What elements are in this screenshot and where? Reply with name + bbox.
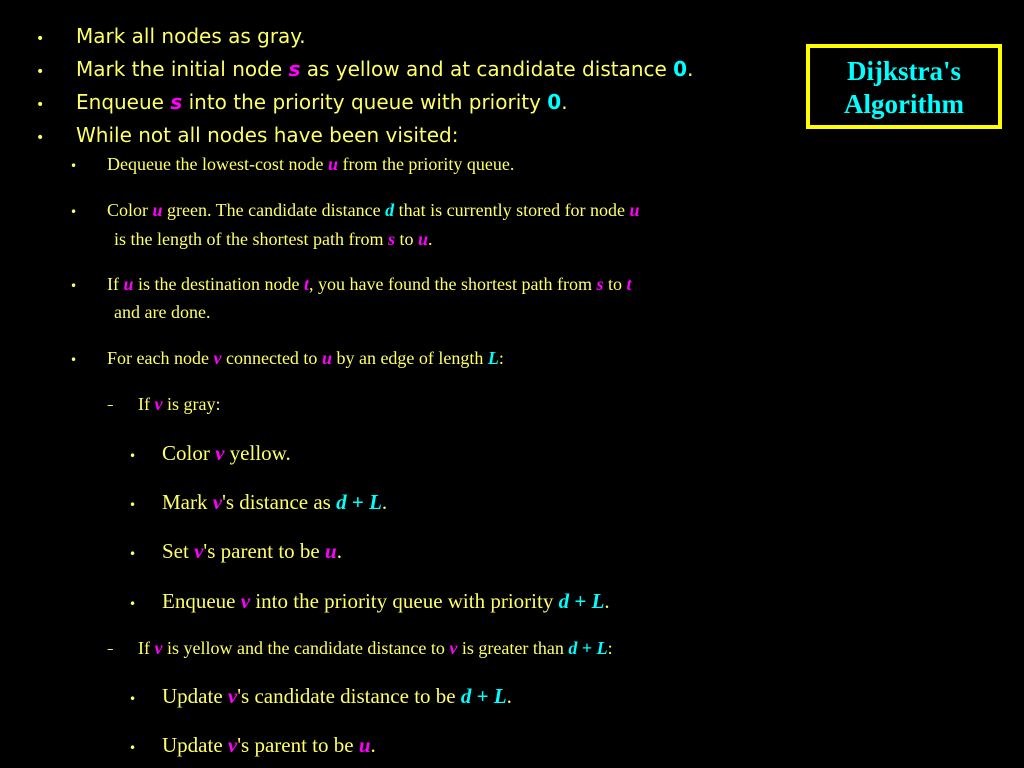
text-run: to xyxy=(603,274,627,294)
text-run: . xyxy=(428,229,433,249)
text-run: s xyxy=(170,90,183,114)
text-run: is yellow and the candidate distance to xyxy=(162,638,450,658)
bullet-icon: • xyxy=(36,130,45,146)
dash-icon: – xyxy=(107,642,114,657)
text-run: For each node xyxy=(107,348,214,368)
text-run: v xyxy=(212,490,223,514)
text-run: is gray: xyxy=(162,394,221,414)
text-run: Enqueue xyxy=(76,90,171,114)
text-run: u xyxy=(358,733,371,757)
text-run: v xyxy=(154,394,163,414)
text-run: green. The candidate distance xyxy=(162,200,386,220)
step-1 xyxy=(76,24,306,48)
dash-icon: – xyxy=(107,398,114,413)
text-run: Color xyxy=(162,441,216,465)
text-run: s xyxy=(387,229,395,249)
text-run: : xyxy=(498,348,504,368)
text-run: to xyxy=(394,229,418,249)
text-run: . xyxy=(381,490,388,514)
text-run: s xyxy=(288,57,301,81)
text-run: u xyxy=(629,200,640,220)
text-run: u xyxy=(152,200,163,220)
bullet-icon: • xyxy=(129,449,137,463)
text-run: u xyxy=(417,229,428,249)
text-run: is the destination node xyxy=(133,274,304,294)
text-run: While not all nodes have been visited: xyxy=(76,123,459,147)
text-run: is greater than xyxy=(457,638,569,658)
action-enqueue xyxy=(162,589,610,614)
text-run: L xyxy=(493,684,507,708)
text-run: v xyxy=(449,638,458,658)
text-run: u xyxy=(123,274,134,294)
substep-dequeue xyxy=(107,154,514,175)
bullet-icon: • xyxy=(129,741,137,755)
title-line-2: Algorithm xyxy=(844,89,964,119)
text-run: L xyxy=(487,348,499,368)
text-run: + xyxy=(577,638,597,658)
slide-title xyxy=(806,44,1002,129)
action-set-parent xyxy=(162,539,342,564)
text-run: t xyxy=(626,274,632,294)
text-run: v xyxy=(215,441,225,465)
substep-destination xyxy=(107,274,632,295)
text-run: t xyxy=(304,274,310,294)
text-run: by an edge of length xyxy=(331,348,488,368)
bullet-icon: • xyxy=(70,205,78,219)
text-run: . xyxy=(604,589,610,613)
text-run: + xyxy=(569,589,592,613)
action-update-distance xyxy=(162,684,512,709)
substep-color-green xyxy=(107,200,640,221)
text-run: from the priority queue. xyxy=(337,154,515,174)
text-run: If xyxy=(107,274,124,294)
case-gray xyxy=(138,394,221,415)
text-run: yellow. xyxy=(224,441,291,465)
text-run: d xyxy=(568,638,578,658)
substep-destination-cont xyxy=(114,302,210,323)
text-run: v xyxy=(227,733,238,757)
text-run: d xyxy=(558,589,570,613)
text-run: . xyxy=(336,539,342,563)
text-run: u xyxy=(325,539,337,563)
bullet-icon: • xyxy=(129,498,137,512)
bullet-icon: • xyxy=(129,547,137,561)
text-run: Update xyxy=(162,684,228,708)
text-run: 0 xyxy=(547,90,562,114)
text-run: . xyxy=(506,684,512,708)
step-4 xyxy=(76,123,458,147)
text-run: 's parent to be xyxy=(203,539,326,563)
text-run: as yellow and at candidate distance xyxy=(300,57,674,81)
text-run: : xyxy=(607,638,613,658)
bullet-icon: • xyxy=(129,597,137,611)
text-run: connected to xyxy=(221,348,322,368)
text-run: u xyxy=(321,348,332,368)
text-run: 's distance as xyxy=(222,490,337,514)
text-run: d xyxy=(460,684,472,708)
action-mark-distance xyxy=(162,490,387,515)
text-run: is the length of the shortest path from xyxy=(114,229,388,249)
text-run: L xyxy=(596,638,608,658)
substep-color-green-cont xyxy=(114,229,433,250)
substep-for-each xyxy=(107,348,504,369)
bullet-icon: • xyxy=(70,279,78,293)
text-run: + xyxy=(346,490,370,514)
bullet-icon: • xyxy=(70,159,78,173)
text-run: v xyxy=(154,638,163,658)
text-run: If xyxy=(138,638,155,658)
text-run: Mark all nodes as gray. xyxy=(76,24,306,48)
title-line-1: Dijkstra's xyxy=(847,56,961,86)
bullet-icon: • xyxy=(36,97,45,113)
text-run: u xyxy=(327,154,338,174)
step-3 xyxy=(76,90,568,114)
text-run: , you have found the shortest path from xyxy=(309,274,597,294)
bullet-icon: • xyxy=(70,353,78,367)
text-run: L xyxy=(369,490,382,514)
text-run: and are done. xyxy=(114,302,211,322)
action-color-yellow xyxy=(162,441,291,466)
text-run: Color xyxy=(107,200,153,220)
text-run: v xyxy=(240,589,251,613)
text-run: . xyxy=(370,733,376,757)
text-run: v xyxy=(194,539,204,563)
text-run: . xyxy=(561,90,568,114)
text-run: If xyxy=(138,394,155,414)
step-2 xyxy=(76,57,693,81)
text-run: v xyxy=(227,684,238,708)
action-update-parent xyxy=(162,733,376,758)
bullet-icon: • xyxy=(36,64,45,80)
text-run: d xyxy=(385,200,395,220)
case-yellow xyxy=(138,638,613,659)
text-run: 's candidate distance to be xyxy=(237,684,461,708)
text-run: Mark the initial node xyxy=(76,57,289,81)
text-run: 's parent to be xyxy=(237,733,359,757)
text-run: Mark xyxy=(162,490,213,514)
text-run: Update xyxy=(162,733,228,757)
text-run: + xyxy=(471,684,494,708)
text-run: . xyxy=(687,57,694,81)
text-run: into the priority queue with priority xyxy=(182,90,548,114)
bullet-icon: • xyxy=(129,692,137,706)
text-run: L xyxy=(591,589,605,613)
text-run: 0 xyxy=(673,57,688,81)
text-run: s xyxy=(596,274,604,294)
text-run: Dequeue the lowest-cost node xyxy=(107,154,328,174)
text-run: d xyxy=(336,490,347,514)
text-run: v xyxy=(213,348,222,368)
text-run: that is currently stored for node xyxy=(394,200,630,220)
bullet-icon: • xyxy=(36,31,45,47)
text-run: into the priority queue with priority xyxy=(250,589,559,613)
text-run: Set xyxy=(162,539,195,563)
text-run: Enqueue xyxy=(162,589,241,613)
